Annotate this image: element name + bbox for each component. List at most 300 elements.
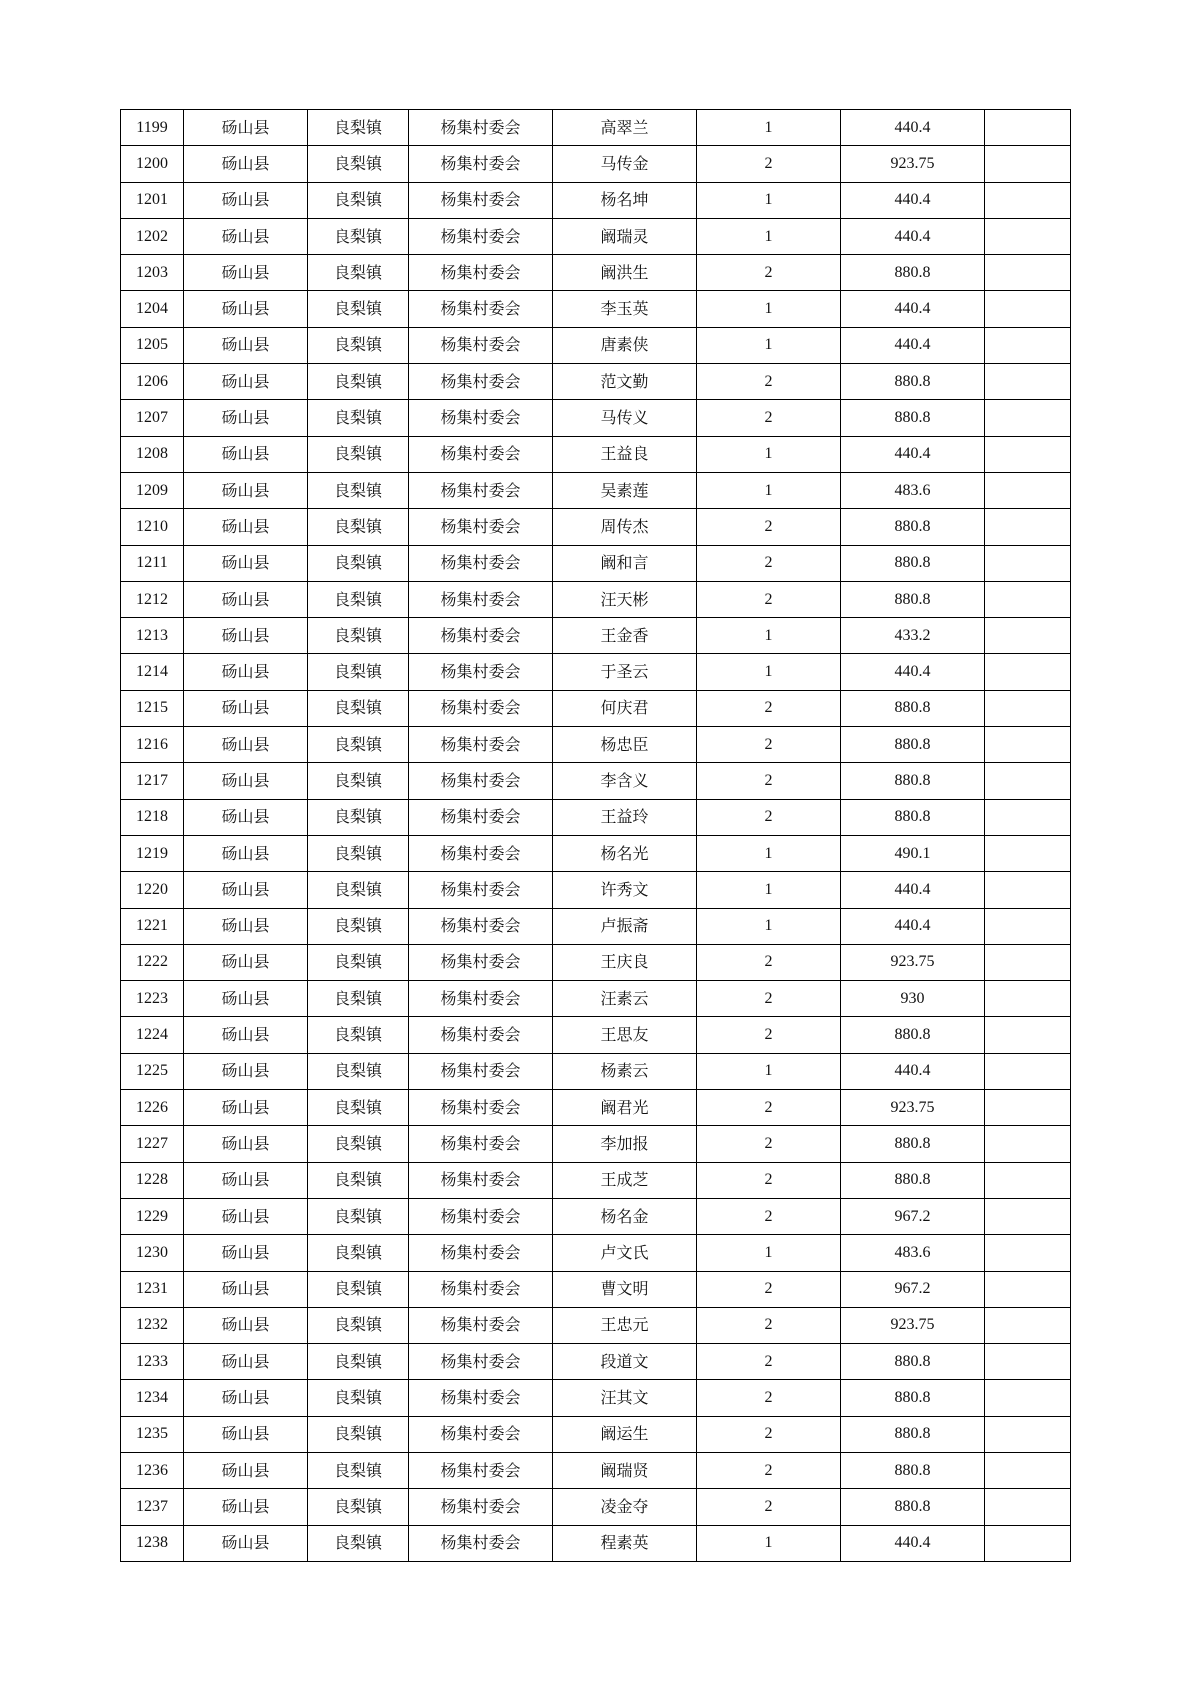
table-row: [121, 509, 1071, 545]
amount-cell: 880.8: [841, 364, 985, 400]
county-cell: 砀山县: [184, 182, 308, 218]
county-cell: 砀山县: [184, 364, 308, 400]
household-size-cell: 1: [697, 908, 841, 944]
household-size-cell: 2: [697, 763, 841, 799]
household-size-cell: 1: [697, 110, 841, 146]
remark-cell: [985, 1017, 1071, 1053]
name-cell: 王忠元: [553, 1307, 697, 1343]
village-committee-cell: 杨集村委会: [409, 364, 553, 400]
remark-cell: [985, 255, 1071, 291]
village-committee-cell: 杨集村委会: [409, 1235, 553, 1271]
town-cell: 良梨镇: [308, 1053, 409, 1089]
household-size-cell: 2: [697, 1198, 841, 1234]
document-table-container: [120, 109, 1071, 1562]
serial-number-cell: 1200: [121, 146, 184, 182]
county-cell: 砀山县: [184, 1053, 308, 1089]
name-cell: 段道文: [553, 1344, 697, 1380]
serial-number-cell: 1220: [121, 872, 184, 908]
town-cell: 良梨镇: [308, 944, 409, 980]
town-cell: 良梨镇: [308, 1271, 409, 1307]
village-committee-cell: 杨集村委会: [409, 690, 553, 726]
table-row: [121, 1235, 1071, 1271]
amount-cell: 440.4: [841, 872, 985, 908]
name-cell: 杨名坤: [553, 182, 697, 218]
serial-number-cell: 1236: [121, 1452, 184, 1488]
household-size-cell: 2: [697, 146, 841, 182]
name-cell: 吴素莲: [553, 472, 697, 508]
serial-number-cell: 1237: [121, 1489, 184, 1525]
town-cell: 良梨镇: [308, 654, 409, 690]
remark-cell: [985, 509, 1071, 545]
name-cell: 阚瑞灵: [553, 218, 697, 254]
remark-cell: [985, 436, 1071, 472]
table-row: [121, 727, 1071, 763]
name-cell: 王益良: [553, 436, 697, 472]
household-size-cell: 2: [697, 944, 841, 980]
name-cell: 凌金夺: [553, 1489, 697, 1525]
village-committee-cell: 杨集村委会: [409, 182, 553, 218]
town-cell: 良梨镇: [308, 1090, 409, 1126]
village-committee-cell: 杨集村委会: [409, 1126, 553, 1162]
household-size-cell: 2: [697, 727, 841, 763]
table-row: [121, 436, 1071, 472]
amount-cell: 880.8: [841, 690, 985, 726]
amount-cell: 967.2: [841, 1198, 985, 1234]
town-cell: 良梨镇: [308, 255, 409, 291]
table-row: [121, 1017, 1071, 1053]
county-cell: 砀山县: [184, 835, 308, 871]
county-cell: 砀山县: [184, 545, 308, 581]
town-cell: 良梨镇: [308, 364, 409, 400]
town-cell: 良梨镇: [308, 908, 409, 944]
remark-cell: [985, 1416, 1071, 1452]
county-cell: 砀山县: [184, 1452, 308, 1488]
table-row: [121, 799, 1071, 835]
name-cell: 杨素云: [553, 1053, 697, 1089]
serial-number-cell: 1213: [121, 618, 184, 654]
remark-cell: [985, 799, 1071, 835]
remark-cell: [985, 218, 1071, 254]
village-committee-cell: 杨集村委会: [409, 110, 553, 146]
name-cell: 王益玲: [553, 799, 697, 835]
amount-cell: 880.8: [841, 255, 985, 291]
county-cell: 砀山县: [184, 1017, 308, 1053]
remark-cell: [985, 1162, 1071, 1198]
household-size-cell: 1: [697, 182, 841, 218]
remark-cell: [985, 1053, 1071, 1089]
town-cell: 良梨镇: [308, 727, 409, 763]
amount-cell: 880.8: [841, 727, 985, 763]
household-size-cell: 2: [697, 1344, 841, 1380]
name-cell: 汪其文: [553, 1380, 697, 1416]
amount-cell: 880.8: [841, 1489, 985, 1525]
village-committee-cell: 杨集村委会: [409, 1380, 553, 1416]
name-cell: 杨忠臣: [553, 727, 697, 763]
serial-number-cell: 1238: [121, 1525, 184, 1561]
town-cell: 良梨镇: [308, 981, 409, 1017]
town-cell: 良梨镇: [308, 146, 409, 182]
remark-cell: [985, 1525, 1071, 1561]
table-row: [121, 581, 1071, 617]
household-size-cell: 2: [697, 400, 841, 436]
county-cell: 砀山县: [184, 690, 308, 726]
household-size-cell: 2: [697, 1162, 841, 1198]
village-committee-cell: 杨集村委会: [409, 1090, 553, 1126]
serial-number-cell: 1218: [121, 799, 184, 835]
serial-number-cell: 1234: [121, 1380, 184, 1416]
town-cell: 良梨镇: [308, 1162, 409, 1198]
name-cell: 汪天彬: [553, 581, 697, 617]
serial-number-cell: 1199: [121, 110, 184, 146]
table-row: [121, 1344, 1071, 1380]
village-committee-cell: 杨集村委会: [409, 291, 553, 327]
county-cell: 砀山县: [184, 1126, 308, 1162]
name-cell: 王成芝: [553, 1162, 697, 1198]
serial-number-cell: 1229: [121, 1198, 184, 1234]
amount-cell: 880.8: [841, 799, 985, 835]
serial-number-cell: 1219: [121, 835, 184, 871]
name-cell: 马传义: [553, 400, 697, 436]
amount-cell: 490.1: [841, 835, 985, 871]
county-cell: 砀山县: [184, 618, 308, 654]
county-cell: 砀山县: [184, 110, 308, 146]
amount-cell: 930: [841, 981, 985, 1017]
amount-cell: 923.75: [841, 146, 985, 182]
table-row: [121, 218, 1071, 254]
village-committee-cell: 杨集村委会: [409, 1489, 553, 1525]
serial-number-cell: 1231: [121, 1271, 184, 1307]
table-row: [121, 1452, 1071, 1488]
village-committee-cell: 杨集村委会: [409, 763, 553, 799]
town-cell: 良梨镇: [308, 1380, 409, 1416]
table-row: [121, 1416, 1071, 1452]
amount-cell: 483.6: [841, 1235, 985, 1271]
household-size-cell: 2: [697, 545, 841, 581]
household-size-cell: 1: [697, 436, 841, 472]
amount-cell: 440.4: [841, 908, 985, 944]
remark-cell: [985, 545, 1071, 581]
name-cell: 周传杰: [553, 509, 697, 545]
table-row: [121, 1162, 1071, 1198]
county-cell: 砀山县: [184, 255, 308, 291]
household-size-cell: 1: [697, 654, 841, 690]
town-cell: 良梨镇: [308, 110, 409, 146]
household-size-cell: 2: [697, 581, 841, 617]
town-cell: 良梨镇: [308, 472, 409, 508]
remark-cell: [985, 944, 1071, 980]
amount-cell: 880.8: [841, 545, 985, 581]
town-cell: 良梨镇: [308, 1307, 409, 1343]
household-size-cell: 1: [697, 291, 841, 327]
remark-cell: [985, 400, 1071, 436]
table-row: [121, 1198, 1071, 1234]
serial-number-cell: 1223: [121, 981, 184, 1017]
serial-number-cell: 1202: [121, 218, 184, 254]
table-body: [121, 110, 1071, 1562]
serial-number-cell: 1214: [121, 654, 184, 690]
name-cell: 程素英: [553, 1525, 697, 1561]
serial-number-cell: 1201: [121, 182, 184, 218]
table-row: [121, 291, 1071, 327]
household-size-cell: 2: [697, 690, 841, 726]
remark-cell: [985, 690, 1071, 726]
serial-number-cell: 1221: [121, 908, 184, 944]
town-cell: 良梨镇: [308, 327, 409, 363]
town-cell: 良梨镇: [308, 763, 409, 799]
name-cell: 卢振斋: [553, 908, 697, 944]
serial-number-cell: 1209: [121, 472, 184, 508]
county-cell: 砀山县: [184, 291, 308, 327]
town-cell: 良梨镇: [308, 618, 409, 654]
table-row: [121, 1271, 1071, 1307]
village-committee-cell: 杨集村委会: [409, 436, 553, 472]
household-size-cell: 2: [697, 1307, 841, 1343]
table-row: [121, 110, 1071, 146]
amount-cell: 880.8: [841, 581, 985, 617]
county-cell: 砀山县: [184, 1344, 308, 1380]
village-committee-cell: 杨集村委会: [409, 400, 553, 436]
amount-cell: 440.4: [841, 182, 985, 218]
table-row: [121, 545, 1071, 581]
serial-number-cell: 1232: [121, 1307, 184, 1343]
household-size-cell: 1: [697, 835, 841, 871]
table-row: [121, 654, 1071, 690]
village-committee-cell: 杨集村委会: [409, 1416, 553, 1452]
remark-cell: [985, 1452, 1071, 1488]
serial-number-cell: 1215: [121, 690, 184, 726]
county-cell: 砀山县: [184, 218, 308, 254]
village-committee-cell: 杨集村委会: [409, 218, 553, 254]
name-cell: 范文勤: [553, 364, 697, 400]
name-cell: 杨名光: [553, 835, 697, 871]
household-size-cell: 2: [697, 364, 841, 400]
name-cell: 阚瑞贤: [553, 1452, 697, 1488]
town-cell: 良梨镇: [308, 545, 409, 581]
household-size-cell: 2: [697, 799, 841, 835]
village-committee-cell: 杨集村委会: [409, 618, 553, 654]
amount-cell: 880.8: [841, 1452, 985, 1488]
county-cell: 砀山县: [184, 799, 308, 835]
table-row: [121, 763, 1071, 799]
serial-number-cell: 1212: [121, 581, 184, 617]
county-cell: 砀山县: [184, 1525, 308, 1561]
county-cell: 砀山县: [184, 436, 308, 472]
remark-cell: [985, 1344, 1071, 1380]
village-committee-cell: 杨集村委会: [409, 727, 553, 763]
village-committee-cell: 杨集村委会: [409, 654, 553, 690]
amount-cell: 440.4: [841, 327, 985, 363]
town-cell: 良梨镇: [308, 1017, 409, 1053]
remark-cell: [985, 872, 1071, 908]
amount-cell: 440.4: [841, 436, 985, 472]
amount-cell: 880.8: [841, 763, 985, 799]
name-cell: 李含义: [553, 763, 697, 799]
household-size-cell: 2: [697, 1380, 841, 1416]
table-row: [121, 146, 1071, 182]
serial-number-cell: 1217: [121, 763, 184, 799]
amount-cell: 880.8: [841, 400, 985, 436]
household-size-cell: 2: [697, 1416, 841, 1452]
name-cell: 汪素云: [553, 981, 697, 1017]
household-size-cell: 1: [697, 1525, 841, 1561]
county-cell: 砀山县: [184, 146, 308, 182]
amount-cell: 440.4: [841, 110, 985, 146]
household-size-cell: 2: [697, 1126, 841, 1162]
village-committee-cell: 杨集村委会: [409, 327, 553, 363]
serial-number-cell: 1233: [121, 1344, 184, 1380]
table-row: [121, 182, 1071, 218]
household-size-cell: 2: [697, 1489, 841, 1525]
village-committee-cell: 杨集村委会: [409, 799, 553, 835]
county-cell: 砀山县: [184, 908, 308, 944]
remark-cell: [985, 327, 1071, 363]
remark-cell: [985, 981, 1071, 1017]
name-cell: 阚运生: [553, 1416, 697, 1452]
name-cell: 王思友: [553, 1017, 697, 1053]
county-cell: 砀山县: [184, 727, 308, 763]
amount-cell: 880.8: [841, 1162, 985, 1198]
town-cell: 良梨镇: [308, 690, 409, 726]
remark-cell: [985, 581, 1071, 617]
household-size-cell: 1: [697, 472, 841, 508]
serial-number-cell: 1208: [121, 436, 184, 472]
county-cell: 砀山县: [184, 944, 308, 980]
town-cell: 良梨镇: [308, 872, 409, 908]
name-cell: 李玉英: [553, 291, 697, 327]
amount-cell: 483.6: [841, 472, 985, 508]
village-committee-cell: 杨集村委会: [409, 1017, 553, 1053]
amount-cell: 880.8: [841, 1017, 985, 1053]
village-committee-cell: 杨集村委会: [409, 255, 553, 291]
village-committee-cell: 杨集村委会: [409, 146, 553, 182]
name-cell: 阚君光: [553, 1090, 697, 1126]
name-cell: 卢文氏: [553, 1235, 697, 1271]
remark-cell: [985, 763, 1071, 799]
county-cell: 砀山县: [184, 1380, 308, 1416]
table-row: [121, 1053, 1071, 1089]
remark-cell: [985, 364, 1071, 400]
serial-number-cell: 1230: [121, 1235, 184, 1271]
town-cell: 良梨镇: [308, 1126, 409, 1162]
county-cell: 砀山县: [184, 472, 308, 508]
amount-cell: 923.75: [841, 1307, 985, 1343]
serial-number-cell: 1203: [121, 255, 184, 291]
household-size-cell: 2: [697, 1090, 841, 1126]
remark-cell: [985, 1489, 1071, 1525]
household-size-cell: 2: [697, 255, 841, 291]
remark-cell: [985, 1307, 1071, 1343]
name-cell: 杨名金: [553, 1198, 697, 1234]
town-cell: 良梨镇: [308, 1235, 409, 1271]
town-cell: 良梨镇: [308, 509, 409, 545]
village-committee-cell: 杨集村委会: [409, 1053, 553, 1089]
county-cell: 砀山县: [184, 327, 308, 363]
table-row: [121, 1090, 1071, 1126]
remark-cell: [985, 908, 1071, 944]
serial-number-cell: 1205: [121, 327, 184, 363]
town-cell: 良梨镇: [308, 218, 409, 254]
amount-cell: 880.8: [841, 1416, 985, 1452]
village-committee-cell: 杨集村委会: [409, 1452, 553, 1488]
town-cell: 良梨镇: [308, 182, 409, 218]
remark-cell: [985, 618, 1071, 654]
household-size-cell: 2: [697, 1452, 841, 1488]
serial-number-cell: 1204: [121, 291, 184, 327]
name-cell: 王庆良: [553, 944, 697, 980]
serial-number-cell: 1228: [121, 1162, 184, 1198]
county-cell: 砀山县: [184, 1162, 308, 1198]
village-committee-cell: 杨集村委会: [409, 908, 553, 944]
remark-cell: [985, 472, 1071, 508]
county-cell: 砀山县: [184, 981, 308, 1017]
data-table: [120, 109, 1071, 1562]
remark-cell: [985, 1271, 1071, 1307]
table-row: [121, 1489, 1071, 1525]
remark-cell: [985, 291, 1071, 327]
name-cell: 曹文明: [553, 1271, 697, 1307]
remark-cell: [985, 1235, 1071, 1271]
serial-number-cell: 1225: [121, 1053, 184, 1089]
serial-number-cell: 1224: [121, 1017, 184, 1053]
village-committee-cell: 杨集村委会: [409, 1307, 553, 1343]
table-row: [121, 1307, 1071, 1343]
amount-cell: 440.4: [841, 1053, 985, 1089]
name-cell: 高翠兰: [553, 110, 697, 146]
town-cell: 良梨镇: [308, 1344, 409, 1380]
town-cell: 良梨镇: [308, 1452, 409, 1488]
table-row: [121, 327, 1071, 363]
amount-cell: 880.8: [841, 1344, 985, 1380]
serial-number-cell: 1211: [121, 545, 184, 581]
county-cell: 砀山县: [184, 1235, 308, 1271]
serial-number-cell: 1227: [121, 1126, 184, 1162]
name-cell: 阚和言: [553, 545, 697, 581]
amount-cell: 880.8: [841, 509, 985, 545]
amount-cell: 923.75: [841, 1090, 985, 1126]
name-cell: 阚洪生: [553, 255, 697, 291]
serial-number-cell: 1226: [121, 1090, 184, 1126]
amount-cell: 440.4: [841, 654, 985, 690]
table-row: [121, 944, 1071, 980]
village-committee-cell: 杨集村委会: [409, 872, 553, 908]
household-size-cell: 1: [697, 218, 841, 254]
town-cell: 良梨镇: [308, 436, 409, 472]
village-committee-cell: 杨集村委会: [409, 835, 553, 871]
county-cell: 砀山县: [184, 654, 308, 690]
county-cell: 砀山县: [184, 581, 308, 617]
name-cell: 李加报: [553, 1126, 697, 1162]
county-cell: 砀山县: [184, 1198, 308, 1234]
name-cell: 何庆君: [553, 690, 697, 726]
town-cell: 良梨镇: [308, 799, 409, 835]
table-row: [121, 872, 1071, 908]
household-size-cell: 2: [697, 1271, 841, 1307]
village-committee-cell: 杨集村委会: [409, 545, 553, 581]
table-row: [121, 690, 1071, 726]
serial-number-cell: 1207: [121, 400, 184, 436]
name-cell: 许秀文: [553, 872, 697, 908]
county-cell: 砀山县: [184, 1271, 308, 1307]
name-cell: 于圣云: [553, 654, 697, 690]
table-row: [121, 255, 1071, 291]
town-cell: 良梨镇: [308, 1525, 409, 1561]
table-row: [121, 1525, 1071, 1561]
county-cell: 砀山县: [184, 400, 308, 436]
amount-cell: 440.4: [841, 291, 985, 327]
household-size-cell: 1: [697, 1053, 841, 1089]
town-cell: 良梨镇: [308, 291, 409, 327]
table-row: [121, 618, 1071, 654]
